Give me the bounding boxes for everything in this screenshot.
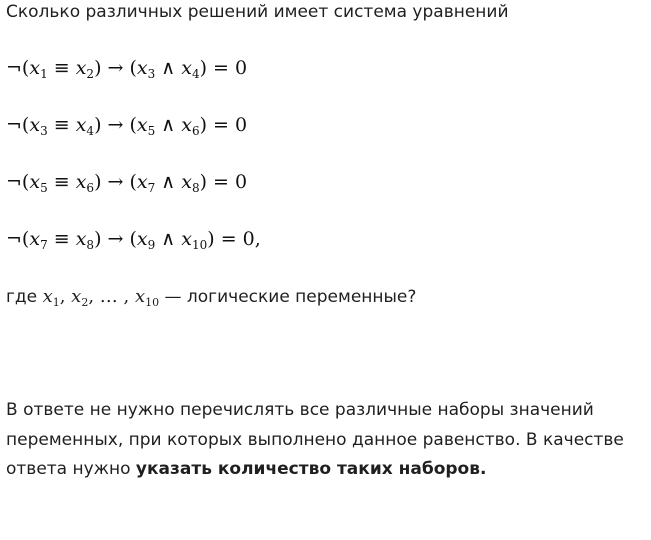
equation-1: $\neg(x_1 \equiv x_2) \to (x_3$ ∧ $x_4) = 0$ <box>6 57 248 81</box>
equation-4: $\neg(x_7 \equiv x_8) \to (x_9$ ∧ $x_{10}) = 0$, <box>6 228 261 252</box>
equation-3: $\neg(x_5 \equiv x_6) \to (x_7$ ∧ $x_8) = 0$ <box>6 171 248 195</box>
answer-instructions-emphasis: указать количество таких наборов. <box>135 459 487 479</box>
variables-description: где $x_1$, $x_2$, … , $x_{10}$ — логические переменные? <box>6 286 417 309</box>
equation-2: $\neg(x_3 \equiv x_4) \to (x_5$ ∧ $x_6) = 0$ <box>6 114 248 138</box>
variables-list: $x_1$, $x_2$, … , $x_{10}$ <box>42 286 160 309</box>
question-intro: Сколько различных решений имеет система уравнений <box>6 2 509 22</box>
answer-instructions: В ответе не нужно перечислять все различные наборы значений переменных, при которых выполнено данное равенство. В качестве ответа нужно указать количество таких наборов. <box>6 400 624 479</box>
